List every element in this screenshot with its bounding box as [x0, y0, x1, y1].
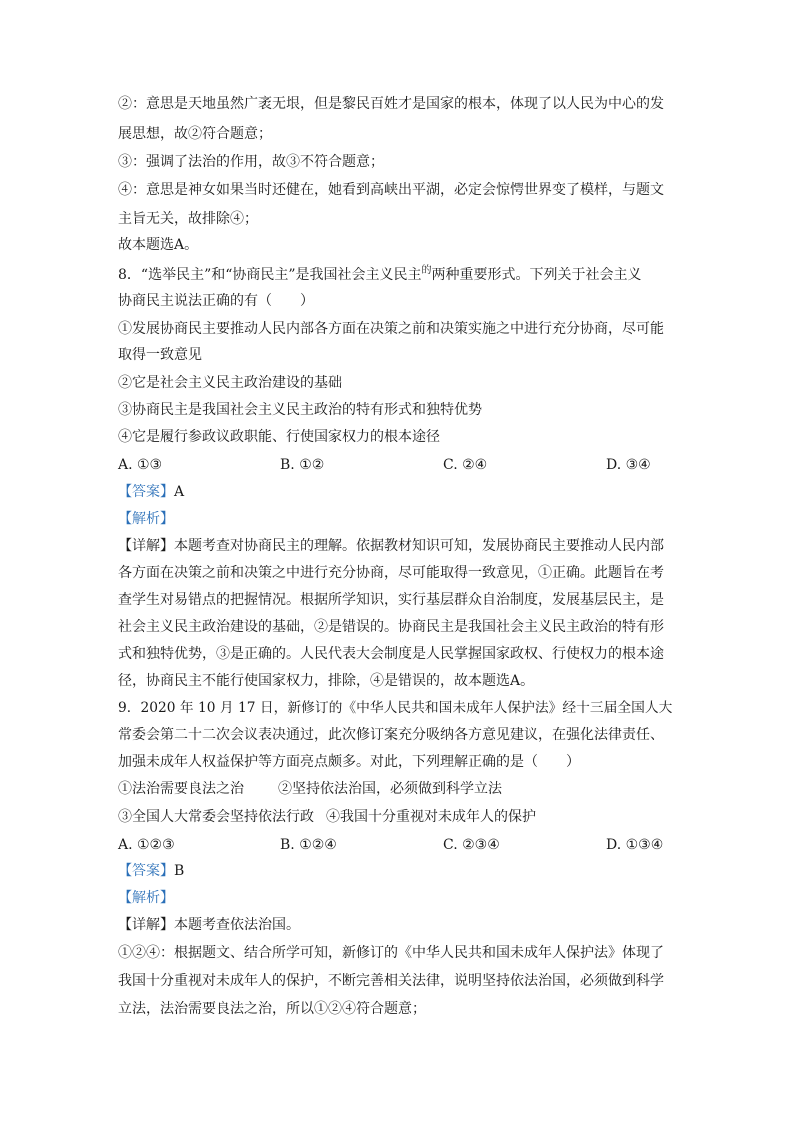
- q9-option-b: B. ①②④: [280, 837, 337, 853]
- detail-text: 本题考查对协商民主的理解。依据教材知识可知，发展协商民主要推动人民内部: [174, 538, 664, 554]
- q9-detail-line: 我国十分重视对未成年人的保护，不断完善相关法律，说明坚持依法治国，必须做到科学: [118, 973, 664, 989]
- q9-detail-line: 立法，法治需要良法之治，所以①②④符合题意；: [118, 1001, 426, 1017]
- q9-stem-line: 常委会第二十二次会议表决通过，此次修订案充分吸纳各方意见建议，在强化法律责任、: [118, 727, 664, 743]
- q8-stem-line: 协商民主说法正确的有（ ）: [118, 293, 314, 309]
- q8-detail-line: 社会主义民主政治建设的基础，②是错误的。协商民主是我国社会主义民主政治的特有形: [118, 619, 664, 635]
- q9-item-2: ②坚持依法治国，必须做到科学立法: [278, 781, 502, 797]
- q9-item-4: ④我国十分重视对未成年人的保护: [326, 809, 536, 825]
- prev-analysis-line: ②：意思是天地虽然广袤无垠，但是黎民百姓才是国家的根本，体现了以人民为中心的发: [118, 96, 664, 112]
- q9-detail-line: ①②④：根据题文、结合所学可知，新修订的《中华人民共和国未成年人保护法》体现了: [118, 945, 664, 961]
- q8-option-d: D. ③④: [606, 457, 651, 473]
- q8-stem-sup: 的: [421, 265, 432, 276]
- q8-stem: [118, 266, 642, 286]
- q9-stem-line: 加强未成年人权益保护等方面亮点颇多。对此，下列理解正确的是（ ）: [118, 754, 580, 770]
- prev-analysis-line: ③：强调了法治的作用，故③不符合题意；: [118, 154, 384, 170]
- q9-option-c: C. ②③④: [443, 837, 500, 853]
- q9-item-3: ③全国人大常委会坚持依法行政: [118, 809, 314, 825]
- q8-item-2: ②它是社会主义民主政治建设的基础: [118, 375, 342, 391]
- q8-analysis-tag: 【解析】: [118, 511, 174, 527]
- q9-answer: [118, 862, 184, 880]
- q8-detail-line: 各方面在决策之前和决策之中进行充分协商，尽可能取得一致意见，①正确。此题旨在考: [118, 565, 664, 581]
- q9-stem: 9．2020 年 10 月 17 日，新修订的《中华人民共和国未成年人保护法》经十三届全国人大: [118, 700, 673, 716]
- answer-value: B: [174, 863, 185, 879]
- q8-item-1: ①发展协商民主要推动人民内部各方面在决策之前和决策实施之中进行充分协商，尽可能: [118, 321, 664, 337]
- q9-detail-line: [118, 916, 300, 934]
- q9-items-row-1: [118, 780, 502, 798]
- q9-items-row-2: [118, 808, 536, 826]
- q8-item-3: ③协商民主是我国社会主义民主政治的特有形式和独特优势: [118, 402, 482, 418]
- q8-stem-part: 8．“选举民主”和“协商民主”是我国社会主义民主: [118, 267, 422, 283]
- q8-detail-line: 查学生对易错点的把握情况。根据所学知识，实行基层群众自治制度，发展基层民主，是: [118, 592, 664, 608]
- q9-analysis-tag: 【解析】: [118, 890, 174, 906]
- answer-value: A: [174, 484, 185, 500]
- q8-detail-line: 式和独特优势，③是正确的。人民代表大会制度是人民掌握国家政权、行使权力的根本途: [118, 646, 664, 662]
- answer-tag: 【答案】: [118, 484, 174, 500]
- q8-detail-line: 径，协商民主不能行使国家权力，排除，④是错误的，故本题选A。: [118, 673, 535, 689]
- q9-item-1: ①法治需要良法之治: [118, 781, 244, 797]
- q9-option-d: D. ①③④: [606, 837, 664, 853]
- q8-item-4: ④它是履行参政议政职能、行使国家权力的根本途径: [118, 429, 440, 445]
- detail-tag: 【详解】: [118, 538, 174, 554]
- q8-stem-part: 两种重要形式。下列关于社会主义: [431, 267, 642, 283]
- prev-conclusion: 故本题选A。: [118, 237, 199, 253]
- q8-option-b: B. ①②: [280, 457, 325, 473]
- q9-option-a: A. ①②③: [118, 837, 175, 853]
- prev-analysis-line: 主旨无关，故排除④；: [118, 211, 258, 227]
- q8-option-c: C. ②④: [443, 457, 488, 473]
- detail-text: 本题考查依法治国。: [174, 917, 300, 933]
- q8-detail-line: [118, 537, 664, 555]
- answer-tag: 【答案】: [118, 863, 174, 879]
- detail-tag: 【详解】: [118, 917, 174, 933]
- prev-analysis-line: ④：意思是神女如果当时还健在，她看到高峡出平湖，必定会惊愕世界变了模样，与题文: [118, 182, 664, 198]
- q8-answer: [118, 483, 184, 501]
- q8-item-1-cont: 取得一致意见: [118, 347, 202, 363]
- prev-analysis-line: 展思想，故②符合题意；: [118, 126, 272, 142]
- q8-option-a: A. ①③: [118, 457, 163, 473]
